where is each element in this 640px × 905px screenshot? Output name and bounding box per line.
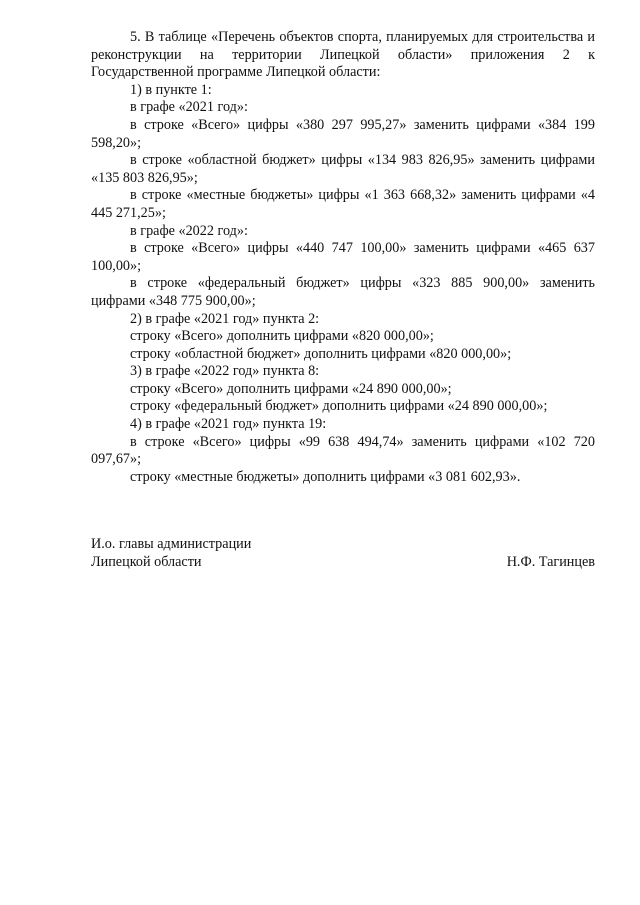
paragraph-item-5-intro: 5. В таблице «Перечень объектов спорта, планируемых для строительства и реконструкции на территории Липецкой области» приложения 2 к Государственной программе Липецкой области:	[91, 29, 595, 81]
paragraph-regional-budget-2021: в строке «областной бюджет» цифры «134 983 826,95» заменить цифрами «135 803 826,95»;	[91, 152, 595, 186]
paragraph-total-item-8: строку «Всего» дополнить цифрами «24 890 000,00»;	[130, 380, 452, 397]
signatory-position-line1: И.о. главы администрации	[91, 536, 252, 552]
paragraph-column-2021: в графе «2021 год»:	[130, 99, 248, 116]
signature-row	[91, 554, 595, 572]
paragraph-regional-item-2: строку «областной бюджет» дополнить цифрами «820 000,00»;	[130, 345, 512, 362]
paragraph-federal-item-8: строку «федеральный бюджет» дополнить цифрами «24 890 000,00»;	[130, 398, 548, 415]
paragraph-local-item-19: строку «местные бюджеты» дополнить цифрами «3 081 602,93».	[130, 468, 521, 485]
paragraph-total-2022: в строке «Всего» цифры «440 747 100,00» заменить цифрами «465 637 100,00»;	[91, 240, 595, 274]
signatory-position-line2: Липецкой области	[91, 553, 202, 570]
paragraph-subitem-4: 4) в графе «2021 год» пункта 19:	[130, 416, 327, 433]
signature-block	[91, 536, 595, 571]
paragraph-column-2022: в графе «2022 год»:	[130, 222, 248, 239]
paragraph-subitem-2: 2) в графе «2021 год» пункта 2:	[130, 310, 320, 327]
document-body	[91, 29, 595, 486]
paragraph-subitem-3: 3) в графе «2022 год» пункта 8:	[130, 363, 320, 380]
paragraph-local-budgets-2021: в строке «местные бюджеты» цифры «1 363 668,32» заменить цифрами «4 445 271,25»;	[91, 187, 595, 221]
paragraph-federal-budget-2022: в строке «федеральный бюджет» цифры «323 885 900,00» заменить цифрами «348 775 900,00»;	[91, 275, 595, 309]
paragraph-total-2021: в строке «Всего» цифры «380 297 995,27» заменить цифрами «384 199 598,20»;	[91, 116, 595, 151]
paragraph-total-item-2: строку «Всего» дополнить цифрами «820 000,00»;	[130, 328, 434, 345]
signatory-name: Н.Ф. Тагинцев	[506, 553, 595, 570]
paragraph-total-item-19: в строке «Всего» цифры «99 638 494,74» заменить цифрами «102 720 097,67»;	[91, 433, 595, 468]
paragraph-subitem-1: 1) в пункте 1:	[130, 81, 212, 98]
